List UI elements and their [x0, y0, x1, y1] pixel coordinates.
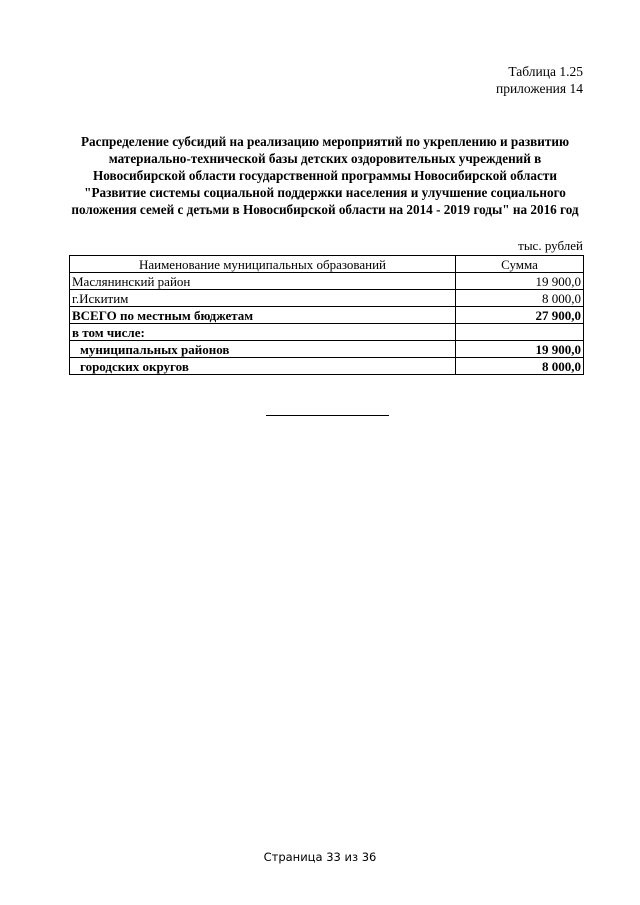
title-line-3: Новосибирской области государственной программы Новосибирской области [93, 168, 557, 183]
row-sum: 19 900,0 [456, 341, 584, 358]
table-row [70, 290, 584, 307]
row-name: Маслянинский район [70, 273, 456, 290]
row-name: в том числе: [70, 324, 456, 341]
column-header-sum: Сумма [456, 256, 584, 273]
appendix-reference: приложения 14 [495, 81, 583, 96]
table-row [70, 341, 584, 358]
row-sum: 8 000,0 [456, 290, 584, 307]
table-header-row [70, 256, 584, 273]
row-name: муниципальных районов [70, 341, 456, 358]
table-row [70, 358, 584, 375]
title-line-5: положения семей с детьми в Новосибирской области на 2014 - 2019 годы" на 2016 год [71, 202, 579, 217]
separator-line [266, 415, 389, 416]
table-row-subheading [70, 324, 584, 341]
row-sum: 19 900,0 [456, 273, 584, 290]
row-sum: 27 900,0 [456, 307, 584, 324]
table-row-total [70, 307, 584, 324]
units-label: тыс. рублей [518, 238, 583, 253]
title-line-1: Распределение субсидий на реализацию мероприятий по укреплению и развитию [80, 134, 570, 149]
title-line-2: материально-технической базы детских оздоровительных учреждений в [108, 151, 542, 166]
row-name: ВСЕГО по местным бюджетам [70, 307, 456, 324]
table-reference: Таблица 1.25 [508, 64, 583, 79]
row-sum [456, 324, 584, 341]
column-header-name: Наименование муниципальных образований [70, 256, 456, 273]
title-line-4: "Развитие системы социальной поддержки населения и улучшение социального [84, 185, 566, 200]
subsidy-table [69, 255, 584, 375]
page-number: Страница 33 из 36 [263, 850, 377, 864]
row-name: г.Искитим [70, 290, 456, 307]
row-sum: 8 000,0 [456, 358, 584, 375]
table-row [70, 273, 584, 290]
row-name: городских округов [70, 358, 456, 375]
document-title [60, 133, 590, 218]
